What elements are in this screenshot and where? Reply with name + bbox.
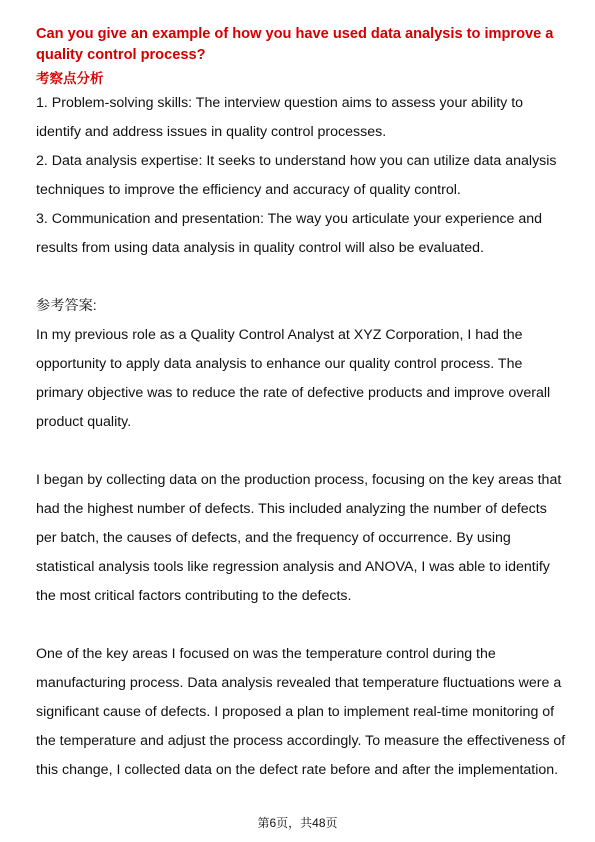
answer-paragraph-3: One of the key areas I focused on was the temperature control during the manufacturing process. Data analysis revealed that temperature fluctuations were a significant cause of defects. I proposed a plan to implement real-time monitoring of the temperature and adjust the process accordingly. To measure the effectiveness of this change, I collected data on the defect rate before and after the implementation. — [36, 646, 566, 778]
analysis-heading: 考察点分析 — [36, 71, 104, 86]
document-page — [36, 24, 566, 785]
analysis-point-2: 2. Data analysis expertise: It seeks to understand how you can utilize data analysis techniques to improve the efficiency and accuracy of quality control. — [36, 153, 557, 198]
analysis-points — [36, 89, 566, 263]
question-title: Can you give an example of how you have used data analysis to improve a quality control process? — [36, 26, 554, 63]
analysis-point-3: 3. Communication and presentation: The way you articulate your experience and results from using data analysis in quality control will also be evaluated. — [36, 211, 543, 256]
answer-body — [36, 321, 566, 785]
answer-label: 参考答案: — [36, 298, 97, 314]
answer-paragraph-1: In my previous role as a Quality Control Analyst at XYZ Corporation, I had the opportunity to apply data analysis to enhance our quality control process. The primary objective was to reduce the rate of defective products and improve overall product quality. — [36, 327, 551, 430]
page-footer: 第6页，共48页 — [257, 816, 338, 830]
answer-paragraph-2: I began by collecting data on the production process, focusing on the key areas that had the highest number of defects. This included analyzing the number of defects per batch, the causes of defects, and the frequency of occurrence. By using statistical analysis tools like regression analysis and ANOVA, I was able to identify the most critical factors contributing to the defects. — [36, 472, 562, 604]
analysis-point-1: 1. Problem-solving skills: The interview question aims to assess your ability to identify and address issues in quality control processes. — [36, 95, 524, 140]
